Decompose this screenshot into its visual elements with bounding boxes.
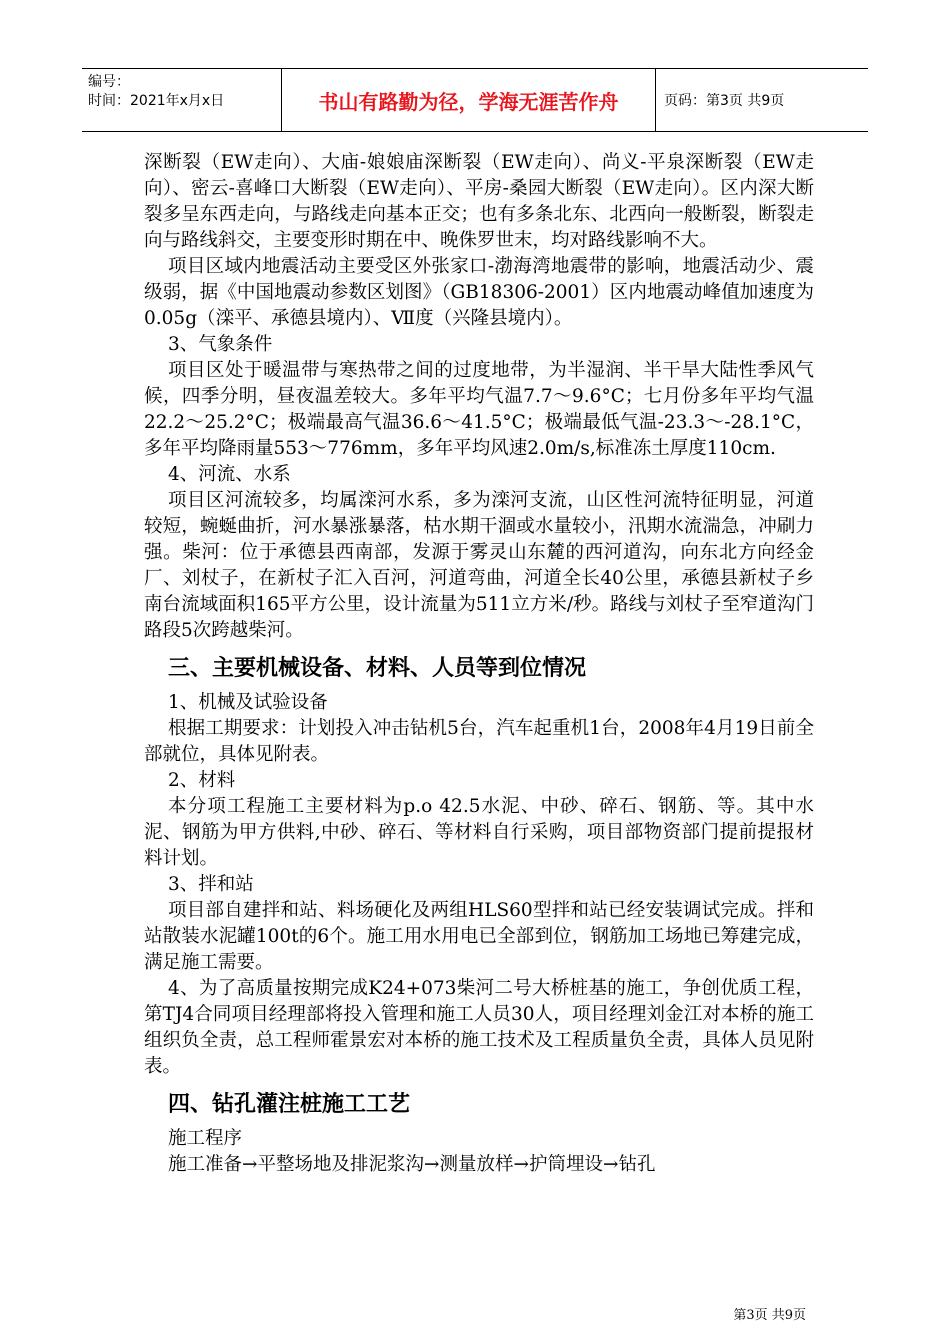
body-paragraph: 3、气象条件: [168, 334, 273, 355]
body-paragraph: 项目区河流较多，均属滦河水系，多为滦河支流，山区性河流特征明显，河道较短，蜿蜒曲折，河水暴涨暴落，枯水期干涸或水量较小，汛期水流湍急，冲刷力强。柴河：位于承德县西南部，发源于雾灵山东麓的西河道沟，向东北方向经金厂、刘杖子，在新杖子汇入百河，河道弯曲，河道全长40公里，承德县新杖子乡南台流域面积165平方公里，设计流量为511立方米/秒。路线与刘杖子至窄道沟门路段5次跨越柴河。: [144, 490, 814, 641]
header-meta: [82, 69, 282, 131]
document-date-label: 时间：2021年x月x日: [88, 93, 225, 109]
body-paragraph: 项目区域内地震活动主要受区外张家口-渤海湾地震带的影响，地震活动少、震级弱，据《中国地震动参数区划图》（GB18306-2001）区内地震动峰值加速度为0.05g（滦平、承德县境内）、Ⅶ度（兴隆县境内）。: [144, 256, 814, 329]
body-paragraph: 1、机械及试验设备: [168, 692, 328, 713]
header-motto-cell: [282, 69, 656, 131]
body-paragraph: 根据工期要求：计划投入冲击钻机5台，汽车起重机1台，2008年4月19日前全部就位，具体见附表。: [144, 718, 814, 765]
body-paragraph: 4、为了高质量按期完成K24+073柴河二号大桥桩基的施工，争创优质工程，第TJ4合同项目经理部将投入管理和施工人员30人，项目经理刘金江对本桥的施工组织负全责，总工程师霍景宏对本桥的施工技术及工程质量负全责，具体人员见附表。: [144, 978, 814, 1077]
body-paragraph: 2、材料: [168, 770, 236, 791]
header-motto: 书山有路勤为径，学海无涯苦作舟: [318, 89, 619, 114]
body-paragraph: 4、河流、水系: [168, 464, 291, 485]
section-heading: 三、主要机械设备、材料、人员等到位情况: [168, 656, 587, 681]
page-header: [82, 68, 868, 132]
header-page-cell: [656, 69, 868, 131]
body-paragraph: 项目部自建拌和站、料场硬化及两组HLS60型拌和站已经安装调试完成。拌和站散装水泥罐100t的6个。施工用水用电已全部到位，钢筋加工场地已筹建完成，满足施工需要。: [144, 900, 814, 973]
body-paragraph: 本分项工程施工主要材料为p.o 42.5水泥、中砂、碎石、钢筋、等。其中水泥、钢筋为甲方供料,中砂、碎石、等材料自行采购，项目部物资部门提前提报材料计划。: [144, 796, 814, 869]
body-paragraph: 3、拌和站: [168, 874, 254, 895]
body-paragraph: 施工程序: [168, 1128, 243, 1149]
body-paragraph: 项目区处于暖温带与寒热带之间的过度地带，为半湿润、半干旱大陆性季风气候，四季分明，昼夜温差较大。多年平均气温7.7～9.6°C；七月份多年平均气温22.2～25.2°C；极端最高气温36.6～41.5°C；极端最低气温-23.3～-28.1°C，多年平均降雨量553～776mm，多年平均风速2.0m/s,标准冻土厚度110cm.: [144, 360, 814, 459]
body-paragraph: 深断裂（EW走向）、大庙-娘娘庙深断裂（EW走向）、尚义-平泉深断裂（EW走向）、密云-喜峰口大断裂（EW走向）、平房-桑园大断裂（EW走向）。区内深大断裂多呈东西走向，与路线走向基本正交；也有多条北东、北西向一般断裂，断裂走向与路线斜交，主要变形时期在中、晚侏罗世末，均对路线影响不大。: [144, 152, 814, 251]
header-page-label: 页码：第3页 共9页: [664, 93, 785, 109]
document-body: [144, 150, 814, 1178]
body-paragraph: 施工准备→平整场地及排泥浆沟→测量放样→护筒埋设→钻孔: [168, 1154, 656, 1175]
section-heading: 四、钻孔灌注桩施工工艺: [168, 1092, 411, 1117]
page-footer: 第3页 共9页: [733, 1308, 806, 1323]
document-number-label: 编号：: [88, 74, 130, 90]
